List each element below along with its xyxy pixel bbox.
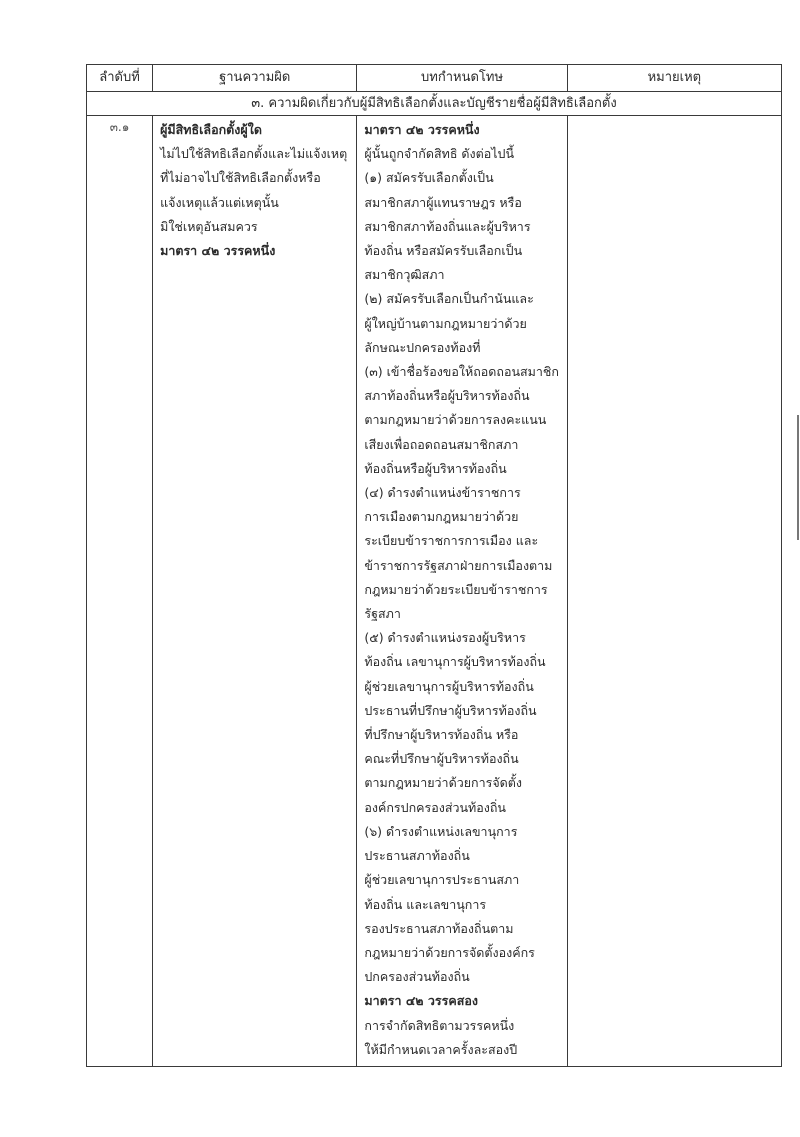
penalty-line: องค์กรปกครองส่วนท้องถิ่น: [364, 799, 506, 815]
penalty-line: สภาท้องถิ่นหรือผู้บริหารท้องถิ่น: [364, 388, 530, 404]
offense-line: ที่ไม่อาจไปใช้สิทธิเลือกตั้งหรือ: [160, 170, 321, 186]
penalty-line: ผู้ช่วยเลขานุการประธานสภา: [364, 872, 520, 888]
penalty-line: (๑) สมัครรับเลือกตั้งเป็น: [364, 170, 494, 186]
offense-line: แจ้งเหตุแล้วแต่เหตุนั้น: [160, 194, 279, 210]
penalty-line: มาตรา ๔๒ วรรคสอง: [364, 993, 478, 1009]
penalty-line: (๒) สมัครรับเลือกเป็นกำนันและ: [364, 291, 534, 307]
penalty-line: กฎหมายว่าด้วยการจัดตั้งองค์กร: [364, 944, 535, 960]
penalty-line: ลักษณะปกครองท้องที่: [364, 339, 481, 355]
penalty-line: ระเบียบข้าราชการการเมือง และ: [364, 533, 539, 549]
penalty-line: ประธานสภาท้องถิ่น: [364, 848, 470, 864]
penalty-line: ท้องถิ่น หรือสมัครรับเลือกเป็น: [364, 243, 523, 259]
penalty-line: การจำกัดสิทธิตามวรรคหนึ่ง: [364, 1017, 515, 1033]
penalty-line: (๔) ดำรงตำแหน่งข้าราชการ: [364, 485, 521, 501]
penalty-line: ท้องถิ่นหรือผู้บริหารท้องถิ่น: [364, 460, 507, 476]
penalty-cell: [357, 116, 567, 1067]
penalty-line: กฎหมายว่าด้วยระเบียบข้าราชการ: [364, 581, 548, 597]
offense-lines: [153, 118, 356, 263]
penalty-line: เสียงเพื่อถอดถอนสมาชิกสภา: [364, 436, 519, 452]
penalty-line: ผู้ช่วยเลขานุการผู้บริหารท้องถิ่น: [364, 678, 534, 694]
penalty-line: สมาชิกสภาผู้แทนราษฎร หรือ: [364, 194, 522, 210]
section-title: ๓. ความผิดเกี่ยวกับผู้มีสิทธิเลือกตั้งและบัญชีรายชื่อผู้มีสิทธิเลือกตั้ง: [87, 92, 782, 116]
penalty-line: (๖) ดำรงตำแหน่งเลขานุการ: [364, 823, 518, 839]
page-edge-mark: [797, 415, 799, 540]
offense-line: มิใช่เหตุอันสมควร: [160, 218, 258, 234]
header-order-number: ลำดับที่: [87, 65, 153, 92]
penalty-line: ตามกฎหมายว่าด้วยการลงคะแนน: [364, 412, 547, 428]
penalty-line: คณะที่ปรึกษาผู้บริหารท้องถิ่น: [364, 751, 519, 767]
offense-line: มาตรา ๔๒ วรรคหนึ่ง: [160, 243, 276, 259]
penalty-line: การเมืองตามกฎหมายว่าด้วย: [364, 509, 519, 525]
header-penalty: บทกำหนดโทษ: [357, 65, 567, 92]
penalty-line: มาตรา ๔๒ วรรคหนึ่ง: [364, 122, 480, 137]
penalty-line: ปกครองส่วนท้องถิ่น: [364, 969, 470, 985]
offense-penalty-table: [86, 64, 782, 1067]
penalty-line: ผู้ใหญ่บ้านตามกฎหมายว่าด้วย: [364, 315, 527, 331]
row-number: ๓.๑: [87, 116, 153, 1067]
offense-line: ไม่ไปใช้สิทธิเลือกตั้งและไม่แจ้งเหตุ: [160, 146, 348, 162]
table-row: [87, 116, 782, 1067]
header-offense: ฐานความผิด: [153, 65, 357, 92]
penalty-line: ท้องถิ่น และเลขานุการ: [364, 896, 487, 912]
penalty-line: (๕) ดำรงตำแหน่งรองผู้บริหาร: [364, 630, 526, 646]
penalty-line: สมาชิกสภาท้องถิ่นและผู้บริหาร: [364, 218, 531, 234]
penalty-line: ผู้นั้นถูกจำกัดสิทธิ ดังต่อไปนี้: [364, 146, 515, 162]
section-row: [87, 92, 782, 116]
penalty-line: (๓) เข้าชื่อร้องขอให้ถอดถอนสมาชิก: [364, 364, 559, 380]
penalty-line: รองประธานสภาท้องถิ่นตาม: [364, 920, 514, 936]
penalty-line: ตามกฎหมายว่าด้วยการจัดตั้ง: [364, 775, 522, 791]
table-header-row: [87, 65, 782, 92]
penalty-line: ท้องถิ่น เลขานุการผู้บริหารท้องถิ่น: [364, 654, 546, 670]
penalty-line: ประธานที่ปรึกษาผู้บริหารท้องถิ่น: [364, 702, 537, 718]
remark-cell: [567, 116, 781, 1067]
penalty-line: ที่ปรึกษาผู้บริหารท้องถิ่น หรือ: [364, 727, 519, 743]
penalty-lines: [357, 118, 566, 1062]
penalty-line: รัฐสภา: [364, 606, 401, 622]
offense-cell: [153, 116, 357, 1067]
offense-line: ผู้มีสิทธิเลือกตั้งผู้ใด: [160, 122, 262, 137]
penalty-line: สมาชิกวุฒิสภา: [364, 267, 445, 283]
penalty-line: ข้าราชการรัฐสภาฝ่ายการเมืองตาม: [364, 557, 553, 573]
penalty-line: ให้มีกำหนดเวลาครั้งละสองปี: [364, 1041, 518, 1057]
header-remark: หมายเหตุ: [567, 65, 781, 92]
